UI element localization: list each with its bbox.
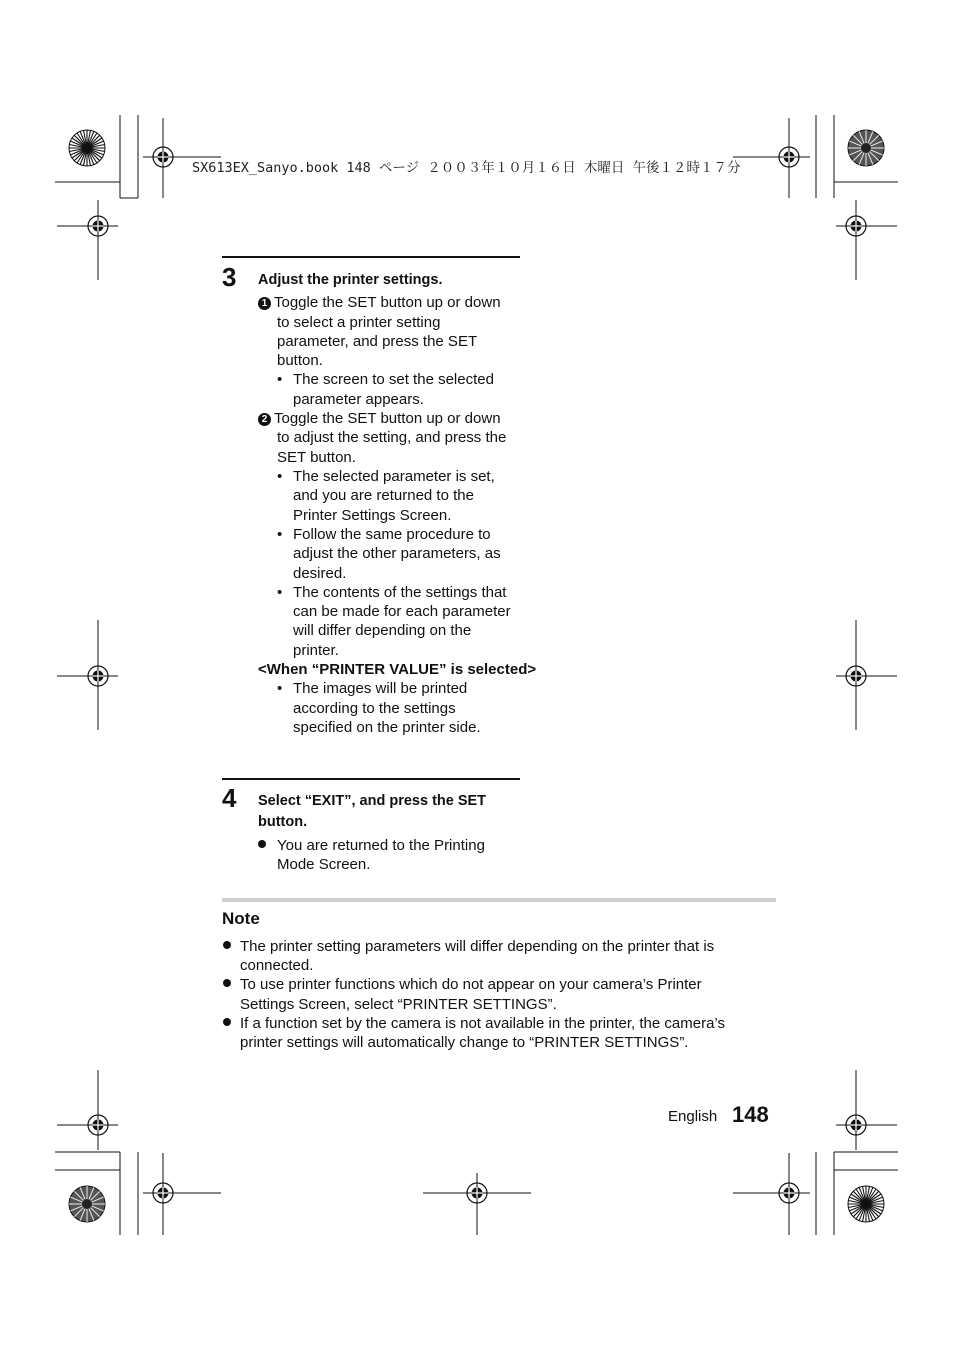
step4-bullet-line1: You are returned to the Printing — [277, 837, 485, 854]
note-title: Note — [222, 909, 260, 928]
note-item3-line2: printer settings will automatically change to “PRINTER SETTINGS”. — [240, 1034, 689, 1051]
note-item1-line2: connected. — [240, 957, 314, 974]
step3-sub1-bullet-mark: • — [277, 371, 283, 388]
step3-sub2-bullet2-line3: desired. — [293, 565, 347, 582]
step3-sub1-line4: button. — [277, 352, 323, 369]
footer-language: English — [668, 1108, 718, 1125]
note-item2-line2: Settings Screen, select “PRINTER SETTINGS”. — [240, 996, 557, 1013]
step3-sub2-line2: to adjust the setting, and press the — [277, 429, 507, 446]
step3-sub2-bullet3-mark: • — [277, 584, 283, 601]
bullet-dot-icon — [258, 840, 266, 848]
step4-bullet-line2: Mode Screen. — [277, 856, 371, 873]
step3-sub2-bullet3-line4: printer. — [293, 642, 339, 659]
step3-rule — [222, 256, 520, 258]
step3-sub2-line3: SET button. — [277, 449, 356, 466]
step4-number: 4 — [222, 783, 237, 813]
note-item2-bullet — [223, 975, 231, 994]
step3-sub2-bullet3-line1: The contents of the settings that — [293, 584, 507, 601]
step3-sub2-bullet1-line3: Printer Settings Screen. — [293, 507, 452, 524]
printer-value-line2: according to the settings — [293, 700, 456, 717]
step3-sub1-line1: 1 Toggle the SET button up or down — [258, 293, 501, 312]
print-header: SX613EX_Sanyo.book 148 ページ ２００３年１０月１６日 木曜日 午後１２時１７分 — [192, 160, 741, 176]
step3-sub2-bullet2-line2: adjust the other parameters, as — [293, 545, 501, 562]
printer-value-heading: <When “PRINTER VALUE” is selected> — [258, 661, 537, 678]
step4-title-line2: button. — [258, 814, 308, 830]
step3-sub1-line2: to select a printer setting — [277, 314, 441, 331]
printer-value-line3: specified on the printer side. — [293, 719, 481, 736]
step3-sub2-bullet2-line1: Follow the same procedure to — [293, 526, 491, 543]
note-divider — [222, 898, 776, 902]
note-item2-line1: To use printer functions which do not appear on your camera’s Printer — [240, 976, 702, 993]
step3-sub1-line3: parameter, and press the SET — [277, 333, 478, 350]
number-two-icon: 2 — [258, 413, 271, 426]
bullet-dot-icon — [223, 979, 231, 987]
step3-number: 3 — [222, 262, 237, 292]
step3-sub2-line1: 2 Toggle the SET button up or down — [258, 409, 501, 428]
note-item1-line1: The printer setting parameters will differ depending on the printer that is — [240, 938, 715, 955]
page-number: 148 — [732, 1102, 769, 1127]
step3-sub2-bullet1-line1: The selected parameter is set, — [293, 468, 495, 485]
printer-value-bullet-mark: • — [277, 680, 283, 697]
step3-sub2-bullet1-line2: and you are returned to the — [293, 487, 474, 504]
step3-sub1-bullet-line2: parameter appears. — [293, 391, 424, 408]
number-one-icon: 1 — [258, 297, 271, 310]
step3-title: Adjust the printer settings. — [258, 272, 443, 288]
bullet-dot-icon — [223, 1018, 231, 1026]
step4-bullet-mark — [258, 836, 266, 855]
step4-title-line1: Select “EXIT”, and press the SET — [258, 793, 487, 809]
printer-value-line1: The images will be printed — [293, 680, 468, 697]
bullet-dot-icon — [223, 941, 231, 949]
step3-sub2-bullet1-mark: • — [277, 468, 283, 485]
note-item1-bullet — [223, 937, 231, 956]
note-item3-bullet — [223, 1014, 231, 1033]
note-item3-line1: If a function set by the camera is not available in the printer, the camera’s — [240, 1015, 725, 1032]
step4-rule — [222, 778, 520, 780]
step3-sub2-bullet3-line2: can be made for each parameter — [293, 603, 511, 620]
step3-sub2-bullet3-line3: will differ depending on the — [293, 622, 472, 639]
step3-sub1-bullet-line1: The screen to set the selected — [293, 371, 494, 388]
step3-sub2-bullet2-mark: • — [277, 526, 283, 543]
